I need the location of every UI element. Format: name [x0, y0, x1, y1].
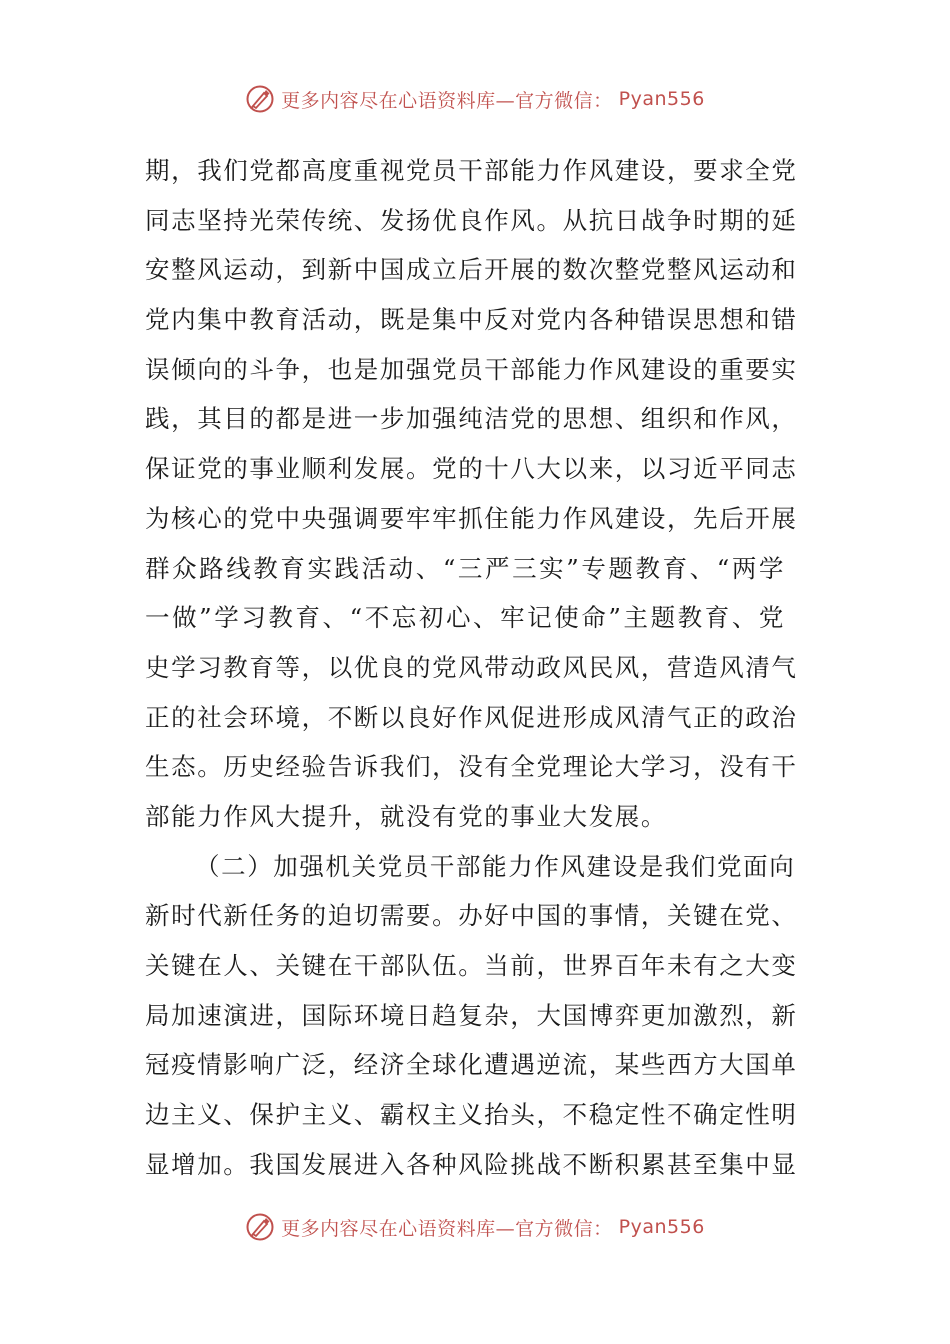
text-line: 为核心的党中央强调要牢牢抓住能力作风建设，先后开展	[145, 503, 798, 533]
text-line: 显增加。我国发展进入各种风险挑战不断积累甚至集中显	[145, 1149, 798, 1179]
text-line: 安整风运动，到新中国成立后开展的数次整党整风运动和	[145, 255, 798, 285]
text-line: 史学习教育等，以优良的党风带动政风民风，营造风清气	[145, 652, 798, 682]
text-line: 期，我们党都高度重视党员干部能力作风建设，要求全党	[145, 156, 798, 185]
text-line: 冠疫情影响广泛，经济全球化遭遇逆流，某些西方大国单	[145, 1050, 798, 1080]
text-line: 新时代新任务的迫切需要。办好中国的事情，关键在党、	[145, 901, 798, 931]
text-line: 践，其目的都是进一步加强纯洁党的思想、组织和作风，	[145, 404, 798, 434]
text-line: 生态。历史经验告诉我们，没有全党理论大学习，没有干	[145, 752, 798, 782]
footer-watermark	[0, 1212, 950, 1242]
text-line: 一做”学习教育、“不忘初心、牢记使命”主题教育、党	[145, 603, 785, 633]
watermark-text: 更多内容尽在心语资料库—官方微信：	[281, 1217, 613, 1240]
text-line: 局加速演进，国际环境日趋复杂，大国博弈更加激烈，新	[145, 1000, 798, 1030]
text-line: 误倾向的斗争，也是加强党员干部能力作风建设的重要实	[145, 354, 798, 384]
watermark-wechat-id: Pyan556	[618, 1216, 705, 1238]
pen-nib-logo-icon	[245, 1212, 275, 1242]
header-watermark	[0, 84, 950, 114]
text-line: 保证党的事业顺利发展。党的十八大以来，以习近平同志	[145, 454, 798, 484]
watermark-text: 更多内容尽在心语资料库—官方微信：	[281, 89, 613, 112]
text-line: 正的社会环境，不断以良好作风促进形成风清气正的政治	[145, 702, 798, 732]
text-line: （二）加强机关党员干部能力作风建设是我们党面向	[195, 851, 796, 881]
text-line: 部能力作风大提升，就没有党的事业大发展。	[145, 801, 667, 831]
text-line: 党内集中教育活动，既是集中反对党内各种错误思想和错	[145, 305, 798, 335]
pen-nib-logo-icon	[245, 84, 275, 114]
text-line: 关键在人、关键在干部队伍。当前，世界百年未有之大变	[145, 951, 798, 980]
document-body	[145, 146, 798, 1189]
text-line: 同志坚持光荣传统、发扬优良作风。从抗日战争时期的延	[145, 205, 798, 235]
text-line: 边主义、保护主义、霸权主义抬头，不稳定性不确定性明	[145, 1100, 798, 1130]
watermark-wechat-id: Pyan556	[618, 88, 705, 110]
text-line: 群众路线教育实践活动、“三严三实”专题教育、“两学	[145, 553, 785, 583]
